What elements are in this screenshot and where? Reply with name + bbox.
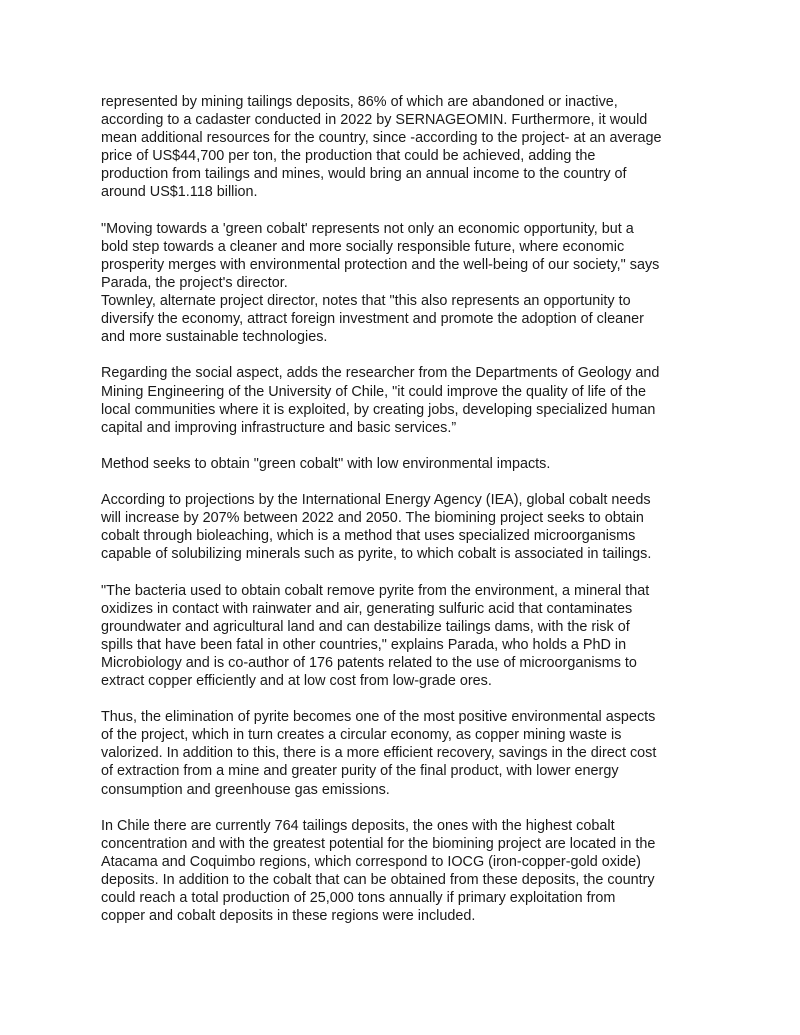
text-line: could reach a total production of 25,000 tons annually if primary exploitation from <box>101 890 616 907</box>
text-line: Thus, the elimination of pyrite becomes one of the most positive environmental aspects <box>101 709 656 726</box>
text-line: capable of solubilizing minerals such as pyrite, to which cobalt is associated in tailings. <box>101 546 652 563</box>
paragraph-tailings-income <box>101 93 703 202</box>
text-line: price of US$44,700 per ton, the production that could be achieved, adding the <box>101 148 596 165</box>
text-line: bold step towards a cleaner and more socially responsible future, where economic <box>101 238 625 255</box>
paragraph-director-quote <box>101 220 703 292</box>
paragraph-method-heading <box>101 455 703 473</box>
text-line: of extraction from a mine and greater purity of the final product, with lower energy <box>101 763 619 780</box>
text-line: production from tailings and mines, would bring an annual income to the country of <box>101 166 627 183</box>
paragraph-iea-projections <box>101 491 703 563</box>
text-line: valorized. In addition to this, there is a more efficient recovery, savings in the direct cost <box>101 745 657 762</box>
text-line: around US$1.118 billion. <box>101 184 258 201</box>
text-line: cobalt through bioleaching, which is a method that uses specialized microorganisms <box>101 528 636 545</box>
text-line: Mining Engineering of the University of Chile, "it could improve the quality of life of the <box>101 383 647 400</box>
text-line: spills that have been fatal in other countries," explains Parada, who holds a PhD in <box>101 636 627 653</box>
text-line: Atacama and Coquimbo regions, which correspond to IOCG (iron-copper-gold oxide) <box>101 853 641 870</box>
paragraph-townley-quote <box>101 292 703 346</box>
text-line: groundwater and agricultural land and can destabilize tailings dams, with the risk of <box>101 618 630 635</box>
text-line: "Moving towards a 'green cobalt' represents not only an economic opportunity, but a <box>101 220 634 237</box>
document-body <box>101 93 703 943</box>
text-line: According to projections by the International Energy Agency (IEA), global cobalt needs <box>101 492 651 509</box>
text-line: and more sustainable technologies. <box>101 329 328 346</box>
paragraph-pyrite-elimination <box>101 708 703 798</box>
text-line: copper and cobalt deposits in these regions were included. <box>101 908 476 925</box>
text-line: local communities where it is exploited, by creating jobs, developing specialized human <box>101 401 656 418</box>
text-line: according to a cadaster conducted in 2022 by SERNAGEOMIN. Furthermore, it would <box>101 112 648 129</box>
text-line: Regarding the social aspect, adds the researcher from the Departments of Geology and <box>101 365 660 382</box>
text-line: Microbiology and is co-author of 176 patents related to the use of microorganisms to <box>101 654 637 671</box>
text-line: "The bacteria used to obtain cobalt remove pyrite from the environment, a mineral that <box>101 582 650 599</box>
text-line: will increase by 207% between 2022 and 2050. The biomining project seeks to obtain <box>101 510 644 527</box>
text-line: oxidizes in contact with rainwater and air, generating sulfuric acid that contaminates <box>101 600 633 617</box>
text-line: deposits. In addition to the cobalt that can be obtained from these deposits, the country <box>101 872 655 889</box>
text-line: capital and improving infrastructure and basic services.” <box>101 419 457 436</box>
text-line: extract copper efficiently and at low cost from low-grade ores. <box>101 673 492 689</box>
text-line: Parada, the project's director. <box>101 274 288 291</box>
text-line: Method seeks to obtain "green cobalt" with low environmental impacts. <box>101 455 551 472</box>
paragraph-bacteria <box>101 582 703 691</box>
text-line: In Chile there are currently 764 tailings deposits, the ones with the highest cobalt <box>101 817 615 834</box>
text-line: diversify the economy, attract foreign investment and promote the adoption of cleaner <box>101 311 644 328</box>
paragraph-social-aspect <box>101 364 703 436</box>
text-line: concentration and with the greatest potential for the biomining project are located in the <box>101 835 656 852</box>
text-line: mean additional resources for the country, since -according to the project- at an average <box>101 130 662 147</box>
text-line: prosperity merges with environmental protection and the well-being of our society," says <box>101 256 660 273</box>
text-line: Townley, alternate project director, notes that "this also represents an opportunity to <box>101 293 631 310</box>
text-line: of the project, which in turn creates a circular economy, as copper mining waste is <box>101 727 622 744</box>
paragraph-chile-deposits <box>101 817 703 926</box>
text-line: represented by mining tailings deposits, 86% of which are abandoned or inactive, <box>101 94 618 110</box>
text-line: consumption and greenhouse gas emissions. <box>101 781 390 798</box>
